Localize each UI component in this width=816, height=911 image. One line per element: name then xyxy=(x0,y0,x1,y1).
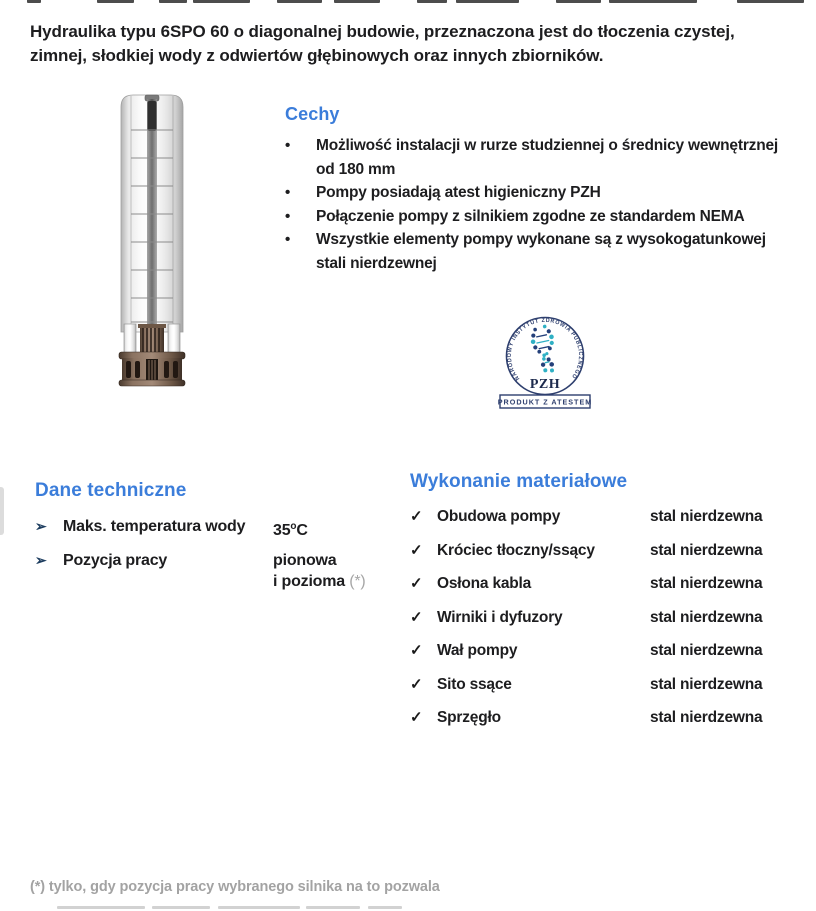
top-fragment xyxy=(737,0,804,3)
arrow-marker-icon: ➢ xyxy=(35,552,47,568)
table-row xyxy=(35,516,405,541)
value-superscript: o xyxy=(290,521,297,532)
check-icon: ✓ xyxy=(410,675,423,693)
bottom-fragment xyxy=(57,906,145,909)
material-label: Króciec tłoczny/ssący xyxy=(437,541,595,559)
arrow-marker-icon: ➢ xyxy=(35,518,47,534)
tech-label: Maks. temperatura wody xyxy=(63,518,246,535)
top-fragment xyxy=(277,0,322,3)
material-value: stal nierdzewna xyxy=(650,642,763,659)
check-icon: ✓ xyxy=(410,541,423,559)
bullet-icon: • xyxy=(285,137,291,154)
value-line xyxy=(273,571,366,592)
list-item xyxy=(285,205,805,229)
top-fragment xyxy=(456,0,519,3)
bullet-icon: • xyxy=(285,184,291,201)
material-value: stal nierdzewna xyxy=(650,608,763,626)
feature-text: Pompy posiadają atest higieniczny PZH xyxy=(316,184,601,201)
feature-text: od 180 mm xyxy=(316,160,396,178)
list-item xyxy=(285,181,805,205)
material-value: stal nierdzewna xyxy=(650,541,763,559)
table-row xyxy=(410,607,792,628)
tech-label: Pozycja pracy xyxy=(63,552,168,569)
top-fragment xyxy=(97,0,134,3)
top-fragment xyxy=(609,0,697,3)
top-fragment xyxy=(417,0,447,3)
material-value: stal nierdzewna xyxy=(650,508,763,525)
footnote-text: (*) tylko, gdy pozycja pracy wybranego silnika na to pozwala xyxy=(30,879,440,895)
check-icon: ✓ xyxy=(410,608,423,626)
material-label: Osłona kabla xyxy=(437,575,532,592)
top-fragment xyxy=(159,0,187,3)
materials-title: Wykonanie materiałowe xyxy=(410,471,628,492)
pump-illustration xyxy=(116,92,188,388)
table-row xyxy=(410,506,792,527)
feature-text: Możliwość instalacji w rurze studziennej o średnicy wewnętrznej xyxy=(316,137,778,154)
footnote-marker: (*) xyxy=(349,573,366,590)
table-row xyxy=(35,550,405,592)
table-row xyxy=(410,707,792,728)
intro-paragraph xyxy=(30,20,800,68)
bullet-icon: • xyxy=(285,207,291,225)
intro-line: Hydraulika typu 6SPO 60 o diagonalnej budowie, przeznaczona jest do tłoczenia czystej, xyxy=(30,22,735,41)
technical-data-title: Dane techniczne xyxy=(35,480,187,501)
feature-text: Połączenie pompy z silnikiem zgodne ze standardem NEMA xyxy=(316,207,745,225)
table-row xyxy=(410,573,792,594)
top-fragment xyxy=(556,0,601,3)
check-icon: ✓ xyxy=(410,709,423,726)
badge-acronym: PZH xyxy=(529,377,561,392)
bottom-fragment xyxy=(218,906,300,909)
pump-product-image xyxy=(116,92,188,388)
material-label: Sito ssące xyxy=(437,675,512,693)
technical-data-section xyxy=(35,480,405,601)
value-unit: C xyxy=(296,522,308,539)
feature-text: stali nierdzewnej xyxy=(316,254,437,272)
material-label: Sprzęgło xyxy=(437,709,501,726)
check-icon: ✓ xyxy=(410,642,423,659)
value-text: i pozioma xyxy=(273,573,345,590)
material-value: stal nierdzewna xyxy=(650,575,763,592)
table-row xyxy=(410,540,792,561)
badge-label: PRODUKT Z ATESTEM xyxy=(497,397,593,407)
features-section xyxy=(285,104,805,275)
material-label: Wirniki i dyfuzory xyxy=(437,608,563,626)
material-value: stal nierdzewna xyxy=(650,709,763,726)
bottom-fragment xyxy=(152,906,210,909)
features-title: Cechy xyxy=(285,104,340,124)
top-fragment xyxy=(334,0,380,3)
bottom-fragment xyxy=(306,906,360,909)
table-row xyxy=(410,674,792,695)
table-row xyxy=(410,640,792,661)
tech-value xyxy=(273,516,308,541)
pzh-certificate-badge xyxy=(494,314,596,410)
pzh-badge-graphic xyxy=(494,314,596,410)
material-value: stal nierdzewna xyxy=(650,675,763,693)
list-item xyxy=(285,228,805,275)
material-label: Obudowa pompy xyxy=(437,508,561,525)
badge-circle-text: NARODOWY INSTYTUT ZDROWIA PUBLICZNEGO xyxy=(506,317,584,382)
top-fragment xyxy=(27,0,41,3)
value-number: 35 xyxy=(273,522,291,539)
bottom-fragment xyxy=(368,906,402,909)
list-item xyxy=(285,134,805,181)
value-line: pionowa xyxy=(273,552,337,569)
feature-text: Wszystkie elementy pompy wykonane są z wysokogatunkowej xyxy=(316,231,766,248)
materials-section xyxy=(410,471,792,741)
top-fragment xyxy=(193,0,250,3)
intro-line: zimnej, słodkiej wody z odwiertów głębinowych oraz innych zbiorników. xyxy=(30,46,604,65)
check-icon: ✓ xyxy=(410,575,423,592)
material-label: Wał pompy xyxy=(437,642,518,659)
tech-value xyxy=(273,550,366,592)
cropped-left-fragment xyxy=(0,487,4,535)
bullet-icon: • xyxy=(285,231,291,248)
check-icon: ✓ xyxy=(410,508,423,525)
